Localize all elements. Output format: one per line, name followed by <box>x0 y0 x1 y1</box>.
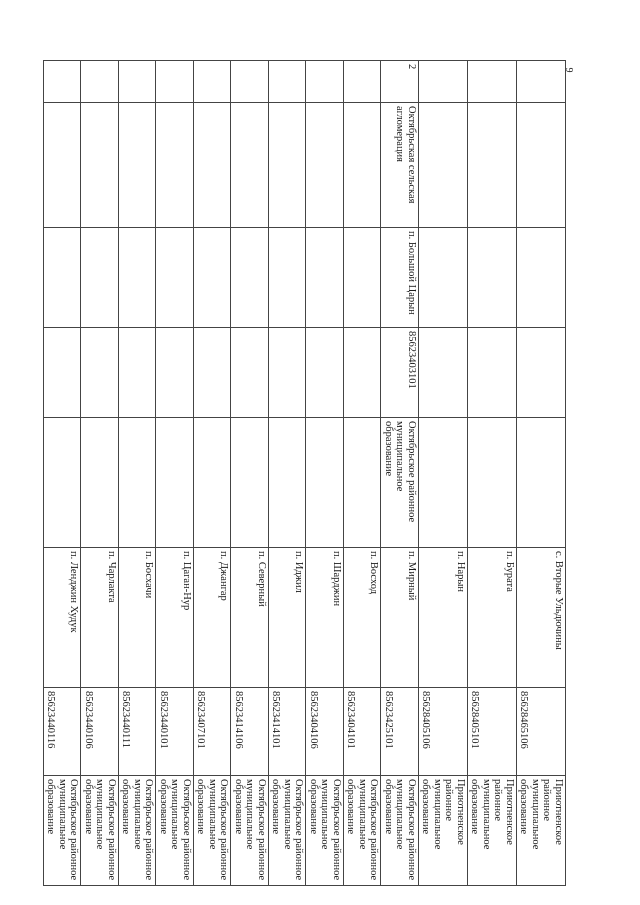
settlement-oktmo-cell: 85628465106 <box>517 688 566 776</box>
table-row <box>306 61 344 886</box>
table-row <box>419 61 468 886</box>
center-oktmo-cell: 85623403101 <box>381 328 419 418</box>
table-row <box>344 61 382 886</box>
row-number-cell <box>81 61 119 103</box>
settlement-name-cell: п. Северный <box>231 548 269 688</box>
settlement-oktmo-cell: 85623407101 <box>194 688 232 776</box>
row-number-cell <box>231 61 269 103</box>
center-oktmo-cell <box>81 328 119 418</box>
settlement-municipality-cell: Приютненское районное муниципальное образование <box>468 776 517 886</box>
page-number: 9 <box>563 67 574 73</box>
settlement-oktmo-cell: 85628405101 <box>468 688 517 776</box>
center-settlement-cell <box>156 228 194 328</box>
agglomeration-name-cell <box>81 103 119 228</box>
row-number-cell <box>468 61 517 103</box>
agglomeration-name-cell <box>231 103 269 228</box>
settlement-oktmo-cell: 85623404101 <box>344 688 382 776</box>
table-row <box>81 61 119 886</box>
agglomeration-name-cell <box>419 103 468 228</box>
center-oktmo-cell <box>344 328 382 418</box>
center-oktmo-cell <box>156 328 194 418</box>
center-oktmo-cell <box>44 328 82 418</box>
settlement-municipality-cell: Октябрьское районное муниципальное образование <box>306 776 344 886</box>
center-municipality-cell <box>156 418 194 548</box>
agglomeration-name-cell <box>194 103 232 228</box>
settlement-name-cell: п. Бурата <box>468 548 517 688</box>
settlement-name-cell: п. Чарлакта <box>81 548 119 688</box>
settlement-name-cell: п. Нарын <box>419 548 468 688</box>
row-number-cell <box>269 61 307 103</box>
center-settlement-cell: п. Большой Царын <box>381 228 419 328</box>
center-settlement-cell <box>119 228 157 328</box>
table-body <box>44 61 566 886</box>
settlement-oktmo-cell: 85623440116 <box>44 688 82 776</box>
settlement-name-cell: п. Шарджин <box>306 548 344 688</box>
center-municipality-cell <box>419 418 468 548</box>
center-oktmo-cell <box>419 328 468 418</box>
center-oktmo-cell <box>468 328 517 418</box>
center-municipality-cell <box>468 418 517 548</box>
table-row <box>468 61 517 886</box>
center-oktmo-cell <box>269 328 307 418</box>
row-number-cell <box>344 61 382 103</box>
center-oktmo-cell <box>231 328 269 418</box>
settlement-oktmo-cell: 85623414101 <box>269 688 307 776</box>
agglomeration-name-cell <box>344 103 382 228</box>
table-row <box>517 61 566 886</box>
settlement-municipality-cell: Октябрьское районное муниципальное образование <box>44 776 82 886</box>
center-settlement-cell <box>344 228 382 328</box>
agglomeration-name-cell <box>156 103 194 228</box>
settlement-oktmo-cell: 85623440106 <box>81 688 119 776</box>
table-row <box>231 61 269 886</box>
center-oktmo-cell <box>119 328 157 418</box>
row-number-cell <box>156 61 194 103</box>
settlement-oktmo-cell: 85623404106 <box>306 688 344 776</box>
settlement-oktmo-cell: 85623414106 <box>231 688 269 776</box>
center-oktmo-cell <box>517 328 566 418</box>
agglomeration-name-cell <box>468 103 517 228</box>
center-settlement-cell <box>231 228 269 328</box>
center-settlement-cell <box>81 228 119 328</box>
row-number-cell <box>44 61 82 103</box>
settlement-municipality-cell: Октябрьское районное муниципальное образование <box>344 776 382 886</box>
rotated-page <box>46 60 566 885</box>
center-municipality-cell <box>119 418 157 548</box>
center-settlement-cell <box>194 228 232 328</box>
table-row <box>156 61 194 886</box>
settlement-municipality-cell: Октябрьское районное муниципальное образование <box>381 776 419 886</box>
agglomeration-name-cell <box>44 103 82 228</box>
row-number-cell: 2 <box>381 61 419 103</box>
center-municipality-cell <box>44 418 82 548</box>
agglomeration-name-cell <box>119 103 157 228</box>
row-number-cell <box>119 61 157 103</box>
row-number-cell <box>419 61 468 103</box>
settlement-municipality-cell: Октябрьское районное муниципальное образование <box>194 776 232 886</box>
settlement-municipality-cell: Октябрьское районное муниципальное образование <box>81 776 119 886</box>
settlement-oktmo-cell: 85628405106 <box>419 688 468 776</box>
center-municipality-cell <box>517 418 566 548</box>
settlement-municipality-cell: Октябрьское районное муниципальное образование <box>231 776 269 886</box>
table-row <box>269 61 307 886</box>
settlement-name-cell: п. Ленджин Худук <box>44 548 82 688</box>
center-settlement-cell <box>306 228 344 328</box>
table-row <box>119 61 157 886</box>
center-settlement-cell <box>468 228 517 328</box>
row-number-cell <box>194 61 232 103</box>
center-municipality-cell <box>231 418 269 548</box>
center-settlement-cell <box>419 228 468 328</box>
settlement-oktmo-cell: 85623440101 <box>156 688 194 776</box>
settlement-name-cell: п. Джангар <box>194 548 232 688</box>
settlement-municipality-cell: Октябрьское районное муниципальное образование <box>269 776 307 886</box>
settlement-name-cell: п. Иджил <box>269 548 307 688</box>
agglomeration-name-cell <box>517 103 566 228</box>
center-municipality-cell <box>81 418 119 548</box>
table-row <box>194 61 232 886</box>
agglomeration-name-cell <box>306 103 344 228</box>
center-municipality-cell <box>269 418 307 548</box>
settlement-municipality-cell: Приютненское районное муниципальное образование <box>419 776 468 886</box>
center-settlement-cell <box>44 228 82 328</box>
settlement-name-cell: п. Цаган-Нур <box>156 548 194 688</box>
table-row <box>44 61 82 886</box>
center-municipality-cell <box>344 418 382 548</box>
agglomeration-name-cell <box>269 103 307 228</box>
settlement-name-cell: п. Мирный <box>381 548 419 688</box>
center-settlement-cell <box>517 228 566 328</box>
row-number-cell <box>517 61 566 103</box>
center-oktmo-cell <box>194 328 232 418</box>
agglomeration-name-cell: Октябрьская сельская агломерация <box>381 103 419 228</box>
center-oktmo-cell <box>306 328 344 418</box>
settlement-oktmo-cell: 85623425101 <box>381 688 419 776</box>
center-settlement-cell <box>269 228 307 328</box>
row-number-cell <box>306 61 344 103</box>
settlement-name-cell: п. Восход <box>344 548 382 688</box>
center-municipality-cell <box>306 418 344 548</box>
settlement-oktmo-cell: 85623440111 <box>119 688 157 776</box>
settlement-municipality-cell: Октябрьское районное муниципальное образование <box>119 776 157 886</box>
center-municipality-cell <box>194 418 232 548</box>
center-municipality-cell: Октябрьское районное муниципальное образование <box>381 418 419 548</box>
settlement-name-cell: с. Вторые Ульдючины <box>517 548 566 688</box>
table-row <box>381 61 419 886</box>
agglomeration-table <box>43 60 566 886</box>
settlement-municipality-cell: Октябрьское районное муниципальное образование <box>156 776 194 886</box>
settlement-municipality-cell: Приютненское районное муниципальное образование <box>517 776 566 886</box>
settlement-name-cell: п. Босхачи <box>119 548 157 688</box>
